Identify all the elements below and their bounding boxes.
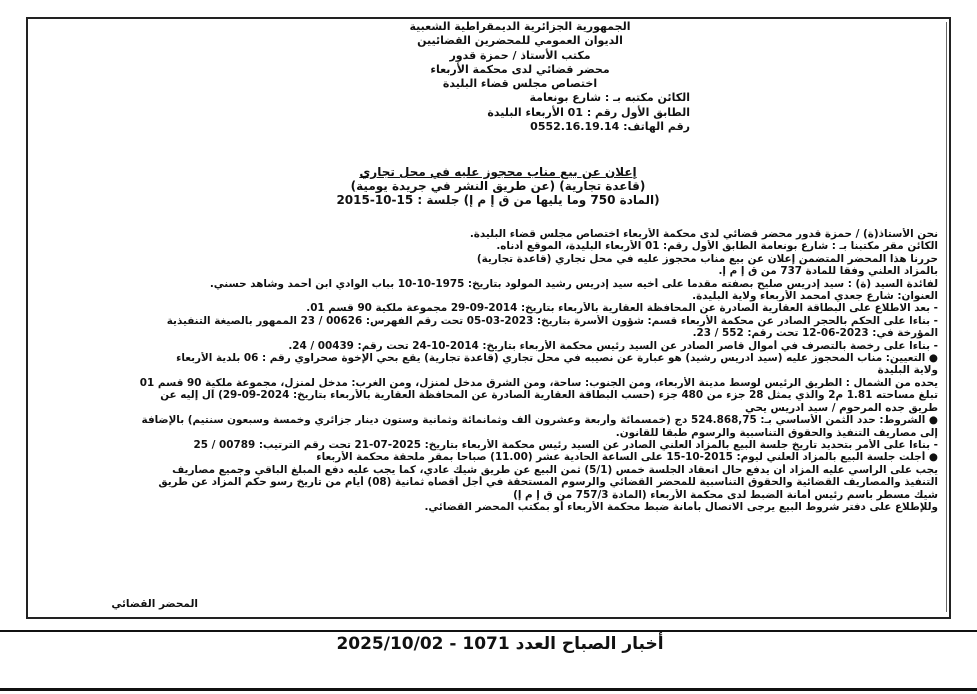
body-line: التنفيذ والمصاريف القضائية والحقوق التناسبية للمحضر القضائي والرسوم المستحقة في أجل أقصاه ثمانية (08) أيام من تاريخ رسو حكم المزاد عن طريق	[158, 476, 938, 489]
header-line-court: محضر قضائي لدى محكمة الأربعاء	[430, 62, 610, 76]
header-line-bailiff: مكتب الأستاذ / حمزة قدور	[449, 48, 591, 62]
body-line: شيك مسطر باسم رئيس أمانة الضبط لدى محكمة الأربعاء (المادة 757/3 من ق إ م إ)	[513, 488, 938, 501]
body-line: إلى مصاريف التنفيذ والحقوق التناسبية والرسوم طبقا للقانون.	[615, 426, 938, 439]
header-line-floor: الطابق الأول رقم : 01 الأربعاء البليدة	[487, 105, 690, 119]
notice-body	[36, 228, 938, 513]
body-line: حررنا هذا المحضر المتضمن إعلان عن بيع مناب محجوز عليه في محل تجاري (قاعدة تجارية)	[476, 252, 938, 265]
body-line: ● التعيين: مناب المحجوز عليه (سيد ادريس رشيد) هو عبارة عن نصيبه في محل تجاري (قاعدة تجارية) يقع بحي الإخوة صحراوي رقم : 06 بلدية الأربعاء	[176, 352, 938, 365]
body-line: نحن الأستاذ(ة) / حمزة قدور محضر قضائي لدى محكمة الأربعاء اختصاص مجلس قضاء البليدة.	[469, 228, 938, 240]
body-line: وللإطلاع على دفتر شروط البيع يرجى الاتصال بأمانة ضبط محكمة الأربعاء أو بمكتب المحضر القضائي.	[424, 500, 938, 513]
title-line-1: إعلان عن بيع مناب محجوز عليه في محل تجاري	[359, 165, 637, 179]
body-line: طريق جده المرحوم / سيد ادريس يحي	[745, 401, 938, 414]
body-line: ● الشروط: حدد الثمن الأساسي بـ: 524.868,75 دج (خمسمائة وأربعة وعشرون ألف وثمانمائة وثمانية وستون دينار جزائري وخمسة وسبعون سنتيم) بالإضافة	[141, 414, 938, 427]
body-line: العنوان: شارع جعدي امحمد الأربعاء ولاية البليدة.	[692, 290, 938, 303]
body-line: - بعد الاطلاع على البطاقة العقارية الصادرة عن المحافظة العقارية بالأربعاء بتاريخ: 2014-09-29 مجموعة ملكية 90 قسم 01.	[306, 302, 938, 315]
frame-edge-line	[946, 22, 947, 612]
notice-header	[330, 20, 710, 134]
body-line: تبلغ مساحته 1.81 م2 والذي يمثل 28 جزء من 480 جزء (حسب البطاقة العقارية الصادرة عن المحافظة العقارية بالأربعاء بتاريخ: 2024-09-29) آل إليه عن	[160, 389, 938, 402]
body-line: بالمزاد العلني وفقا للمادة 737 من ق إ م إ.	[718, 265, 938, 278]
title-line-3: (المادة 750 وما يليها من ق إ م إ) جلسة : 15-10-2015	[336, 193, 660, 207]
footer-divider	[0, 630, 977, 632]
body-line: - بناءا على الحكم بالحجر الصادر عن محكمة الأربعاء قسم: شؤون الأسرة بتاريخ: 2023-03-05 تحت رقم الفهرس: 00626 / 23 الممهور بالصيغة التنفيذية	[166, 314, 938, 327]
body-line: - بناءا على الأمر بتحديد تاريخ جلسة البيع بالمزاد العلني الصادر عن السيد رئيس محكمة الأربعاء بتاريخ: 2025-07-21 تحت رقم الترتيب: 00789 / 25	[193, 438, 938, 451]
notice-title	[328, 165, 668, 207]
header-line-address: الكائن مكتبه بـ : شارع بونعامة	[529, 91, 690, 105]
body-line: ● أجلت جلسة البيع بالمزاد العلني ليوم: 2015-10-15 على الساعة الحادية عشر (11.00) صباحا بمقر ملحقة محكمة الأربعاء	[316, 451, 938, 464]
body-line: ولاية البليدة	[877, 364, 938, 377]
title-line-2: (قاعدة تجارية) (عن طريق النشر في جريدة يومية)	[350, 179, 646, 193]
header-line-phone: رقم الهاتف: 0552.16.19.14	[530, 120, 690, 134]
body-line: يجب على الراسي عليه المزاد أن يدفع حال انعقاد الجلسة خمس (5/1) ثمن البيع عن طريق شيك عادي، كما يجب عليه دفع المبلغ الباقي وجميع مصاريف	[172, 463, 938, 476]
newspaper-footer: أخبار الصباح العدد 1071 - 2025/10/02	[336, 634, 664, 654]
header-line-country: الجمهورية الجزائرية الديمقراطية الشعبية	[409, 20, 631, 33]
bottom-divider	[0, 688, 977, 691]
signature-label: المحضر القضائي	[111, 598, 198, 610]
body-line: يحده من الشمال : الطريق الرئيس لوسط مدينة الأربعاء، ومن الجنوب: ساحة، ومن الشرق مدخل لمنزل، ومن الغرب: مدخل لمنزل، مجموعة ملكية 90 قسم 01	[139, 376, 938, 389]
body-line: الكائن مقر مكتبنا بـ : شارع بونعامة الطابق الأول رقم: 01 الأربعاء البليدة، الموقع أدناه.	[496, 240, 938, 253]
body-line: لفائدة السيد (ة) : سيد إدريس صليح بصفته مقدما على أخيه سيد إدريس رشيد المولود بتاريخ: 1975-10-10 بباب الوادي ابن أحمد وشاهد حسني.	[209, 277, 938, 290]
body-line: - بناءا على رخصة بالتصرف في أموال قاصر الصادر عن السيد رئيس محكمة الأربعاء بتاريخ: 2014-10-24 تحت رقم: 00439 / 24.	[288, 339, 938, 352]
header-line-office: الديوان العمومي للمحضرين القضائيين	[417, 34, 623, 48]
body-line: المؤرخة في: 2023-06-12 تحت رقم: 552 / 23.	[692, 327, 938, 340]
header-line-jurisdiction: اختصاص مجلس قضاء البليدة	[442, 77, 598, 91]
